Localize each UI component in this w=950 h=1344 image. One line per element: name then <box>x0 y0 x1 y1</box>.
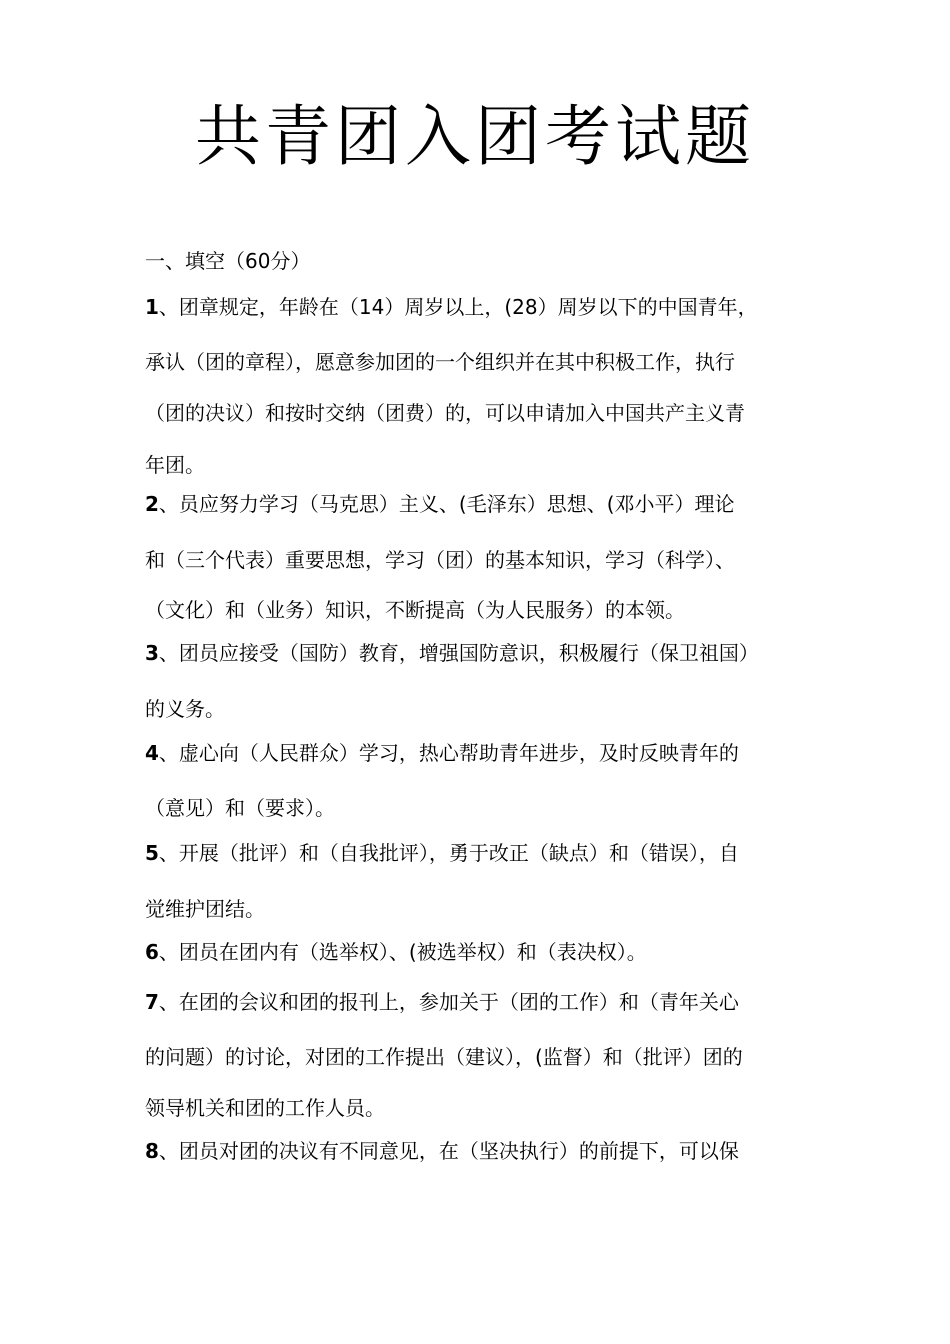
question-text: 、员应努力学习（马克思）主义、(毛泽东）思想、(邓小平）理论 <box>158 492 735 516</box>
question-line: （文化）和（业务）知识，不断提高（为人民服务）的本领。 <box>145 598 685 622</box>
question-line: 承认（团的章程），愿意参加团的一个组织并在其中积极工作，执行 <box>145 350 735 374</box>
question-number: 2 <box>145 492 159 516</box>
question-item <box>145 290 813 482</box>
question-line <box>145 736 813 770</box>
question-text: 、团章规定，年龄在（14）周岁以上，(28）周岁以下的中国青年， <box>158 295 758 319</box>
question-line: 的问题）的讨论，对团的工作提出（建议），(监督）和（批评）团的 <box>145 1045 743 1069</box>
question-line: 年团。 <box>145 453 205 477</box>
question-line: （团的决议）和按时交纳（团费）的，可以申请加入中国共产主义青 <box>145 401 745 425</box>
question-number: 4 <box>145 741 159 765</box>
question-text: 、团员在团内有（选举权）、(被选举权）和（表决权）。 <box>158 940 647 964</box>
question-line: 觉维护团结。 <box>145 897 265 921</box>
question-number: 6 <box>145 940 159 964</box>
section-heading: 一、填空（60分） <box>145 249 311 273</box>
question-item <box>145 1134 813 1168</box>
question-text: 、团员应接受（国防）教育，增强国防意识，积极履行（保卫祖国） <box>158 641 759 665</box>
question-item <box>145 836 813 926</box>
question-line <box>145 636 813 670</box>
question-number: 7 <box>145 990 159 1014</box>
question-line <box>145 935 813 969</box>
question-line: 和（三个代表）重要思想，学习（团）的基本知识，学习（科学）、 <box>145 548 735 572</box>
question-item <box>145 736 813 825</box>
question-text: 、开展（批评）和（自我批评），勇于改正（缺点）和（错误），自 <box>158 841 739 865</box>
question-number: 3 <box>145 641 159 665</box>
question-text: 、虚心向（人民群众）学习，热心帮助青年进步，及时反映青年的 <box>158 741 739 765</box>
question-item <box>145 636 813 726</box>
question-number: 5 <box>145 841 159 865</box>
question-line <box>145 487 813 521</box>
question-number: 1 <box>145 295 159 319</box>
question-number: 8 <box>145 1139 159 1163</box>
question-text: 、在团的会议和团的报刊上，参加关于（团的工作）和（青年关心 <box>158 990 739 1014</box>
question-line: （意见）和（要求）。 <box>145 796 335 820</box>
question-line: 领导机关和团的工作人员。 <box>145 1096 385 1120</box>
question-item <box>145 985 813 1125</box>
document-title: 共青团入团考试题 <box>195 98 755 175</box>
question-line <box>145 290 813 324</box>
question-line <box>145 836 813 870</box>
question-text: 、团员对团的决议有不同意见，在（坚决执行）的前提下，可以保 <box>158 1139 739 1163</box>
question-item <box>145 487 813 627</box>
question-line: 的义务。 <box>145 697 225 721</box>
question-line <box>145 1134 813 1168</box>
question-line <box>145 985 813 1019</box>
question-item <box>145 935 813 969</box>
